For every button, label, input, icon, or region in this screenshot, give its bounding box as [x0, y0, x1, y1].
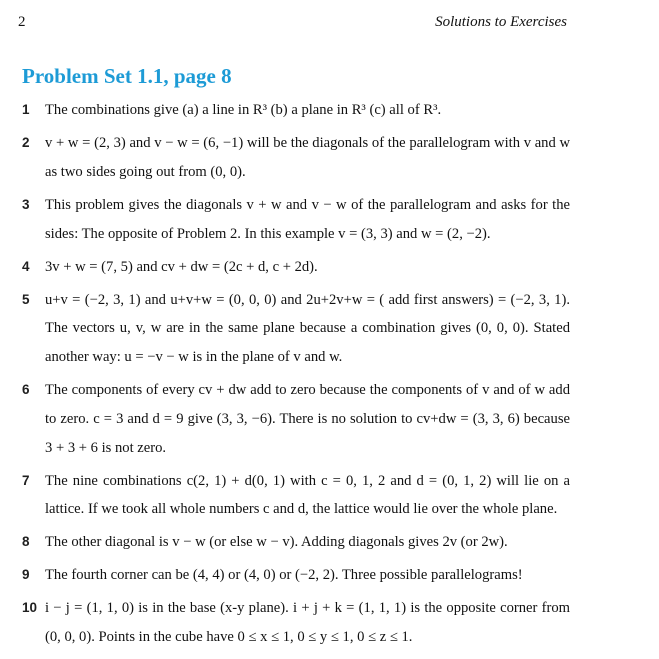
problem-number: 4 [22, 258, 30, 274]
problem-number: 10 [22, 600, 38, 616]
problem-item [22, 96, 570, 125]
problem-number: 7 [22, 472, 30, 488]
running-header: Solutions to Exercises [435, 14, 567, 30]
problem-number: 1 [22, 102, 30, 117]
problem-number: 3 [22, 196, 30, 212]
problem-text: The fourth corner can be (4, 4) or (4, 0) or (−2, 2). Three possible parallelograms! [45, 567, 523, 584]
problem-number: 9 [22, 567, 30, 583]
problem-list [22, 96, 570, 656]
problem-number: 5 [22, 291, 30, 307]
problem-text: The nine combinations c(2, 1) + d(0, 1) with c = 0, 1, 2 and d = (0, 1, 2) will lie on a lattice. If we took all whole numbers c and d, the lattice would lie over the whole plane. [45, 472, 570, 518]
section-title: Problem Set 1.1, page 8 [22, 64, 232, 89]
problem-text: i − j = (1, 1, 0) is in the base (x-y plane). i + j + k = (1, 1, 1) is the opposite corner from (0, 0, 0). Points in the cube have 0 ≤ x ≤ 1, 0 ≤ y ≤ 1, 0 ≤ z ≤ 1. [45, 600, 570, 646]
problem-number: 6 [22, 382, 30, 398]
problem-text: The combinations give (a) a line in R³ (b) a plane in R³ (c) all of R³. [45, 102, 442, 118]
problem-text: u+v = (−2, 3, 1) and u+v+w = (0, 0, 0) and 2u+2v+w = ( add first answers) = (−2, 3, 1). The vectors u, v, w are in the same plane because a combination gives (0, 0, 0). Stated another way: u = −v − w is in the plane of v and w. [45, 291, 570, 366]
problem-item [22, 253, 570, 282]
problem-text: 3v + w = (7, 5) and cv + dw = (2c + d, c + 2d). [45, 258, 318, 275]
problem-item [22, 286, 570, 372]
problem-item [22, 561, 570, 590]
problem-number: 8 [22, 534, 30, 550]
problem-text: The components of every cv + dw add to zero because the components of v and of w add to zero. c = 3 and d = 9 give (3, 3, −6). There is no solution to cv+dw = (3, 3, 6) because 3 + 3 + 6 is not zero. [45, 382, 570, 456]
problem-item [22, 129, 570, 187]
problem-number: 2 [22, 134, 30, 150]
problem-text: v + w = (2, 3) and v − w = (6, −1) will be the diagonals of the parallelogram with v and w as two sides going out from (0, 0). [45, 134, 570, 180]
problem-item [22, 467, 570, 525]
page-number: 2 [18, 14, 26, 30]
problem-text: The other diagonal is v − w (or else w − v). Adding diagonals gives 2v (or 2w). [45, 534, 508, 551]
problem-item [22, 528, 570, 557]
problem-item [22, 594, 570, 652]
problem-item [22, 376, 570, 462]
problem-text: This problem gives the diagonals v + w and v − w of the parallelogram and asks for the sides: The opposite of Problem 2. In this example v = (3, 3) and w = (2, −2). [45, 196, 570, 242]
problem-item [22, 191, 570, 249]
